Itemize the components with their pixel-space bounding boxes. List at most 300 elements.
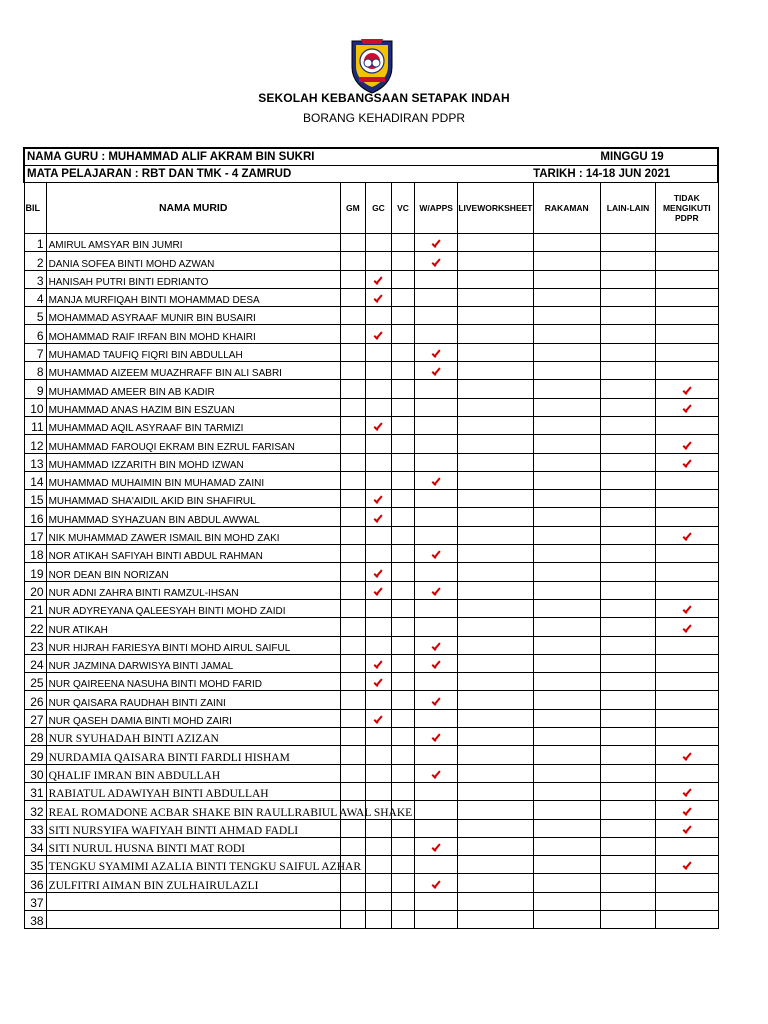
checkmark-icon [432,259,440,265]
cell-gm [340,910,365,928]
student-name: MUHAMMAD SYHAZUAN BIN ABDUL AWWAL [48,514,260,526]
row-number: 26 [24,691,46,709]
cell-liveworksheet [458,288,533,306]
cell-rakaman [533,837,600,855]
student-name-cell [46,526,340,544]
date-label: TARIKH : 14-18 JUN 2021 [533,166,718,183]
cell-vc [391,362,414,380]
row-number: 17 [24,526,46,544]
cell-wapps [415,343,458,361]
cell-gc [365,471,391,489]
row-number: 3 [24,270,46,288]
cell-lain [600,563,655,581]
cell-gc [365,599,391,617]
checkmark-icon [683,826,691,832]
row-number: 9 [24,380,46,398]
cell-tidak [656,288,718,306]
cell-gm [340,746,365,764]
cell-vc [391,270,414,288]
cell-gc [365,563,391,581]
cell-vc [391,471,414,489]
cell-tidak [656,636,718,654]
cell-liveworksheet [458,398,533,416]
cell-tidak [656,691,718,709]
cell-wapps [415,362,458,380]
cell-gc [365,910,391,928]
checkmark-icon [374,679,382,685]
cell-liveworksheet [458,234,533,252]
cell-liveworksheet [458,435,533,453]
student-name: HANISAH PUTRI BINTI EDRIANTO [48,276,209,288]
checkmark-icon [432,551,440,557]
cell-rakaman [533,526,600,544]
cell-vc [391,435,414,453]
cell-liveworksheet [458,892,533,910]
cell-liveworksheet [458,581,533,599]
student-name: MUHAMMAD AMEER BIN AB KADIR [48,386,215,398]
row-number: 4 [24,288,46,306]
checkmark-icon [374,295,382,301]
row-number: 21 [24,599,46,617]
student-name: MUHAMMAD AQIL ASYRAAF BIN TARMIZI [48,423,244,435]
col-vc: VC [391,183,414,234]
table-row [24,654,718,672]
checkmark-icon [374,570,382,576]
table-row [24,782,718,800]
cell-rakaman [533,581,600,599]
checkmark-icon [683,808,691,814]
cell-tidak [656,581,718,599]
cell-rakaman [533,490,600,508]
cell-lain [600,471,655,489]
cell-gm [340,270,365,288]
col-gm: GM [340,183,365,234]
cell-lain [600,801,655,819]
student-name-cell [46,270,340,288]
table-row [24,837,718,855]
cell-gc [365,288,391,306]
cell-vc [391,892,414,910]
cell-lain [600,782,655,800]
cell-lain [600,307,655,325]
student-name-cell [46,508,340,526]
table-row [24,801,718,819]
table-row [24,508,718,526]
checkmark-icon [432,368,440,374]
cell-lain [600,362,655,380]
cell-liveworksheet [458,819,533,837]
row-number: 19 [24,563,46,581]
cell-gm [340,325,365,343]
table-row [24,471,718,489]
cell-gm [340,563,365,581]
cell-liveworksheet [458,508,533,526]
table-row [24,380,718,398]
checkmark-icon [432,881,440,887]
student-name-cell [46,234,340,252]
cell-vc [391,728,414,746]
column-header-row [24,183,718,234]
cell-gc [365,728,391,746]
row-number: 30 [24,764,46,782]
cell-lain [600,874,655,892]
cell-gm [340,343,365,361]
cell-tidak [656,471,718,489]
checkmark-icon [374,496,382,502]
cell-vc [391,453,414,471]
table-row [24,343,718,361]
cell-wapps [415,398,458,416]
cell-rakaman [533,819,600,837]
student-name-cell [46,563,340,581]
cell-lain [600,618,655,636]
row-number: 13 [24,453,46,471]
student-name-cell [46,599,340,617]
col-rakaman: RAKAMAN [533,183,600,234]
col-bil: BIL [24,183,46,234]
row-number: 27 [24,709,46,727]
cell-gc [365,416,391,434]
cell-tidak [656,508,718,526]
cell-wapps [415,819,458,837]
cell-tidak [656,325,718,343]
school-crest-logo [349,37,395,95]
row-number: 38 [24,910,46,928]
cell-liveworksheet [458,837,533,855]
cell-liveworksheet [458,563,533,581]
cell-lain [600,288,655,306]
row-number: 6 [24,325,46,343]
cell-vc [391,307,414,325]
table-row [24,398,718,416]
col-wapps: W/APPS [415,183,458,234]
cell-wapps [415,526,458,544]
student-name: MUHAMMAD SHA'AIDIL AKID BIN SHAFIRUL [48,496,256,508]
table-row [24,545,718,563]
checkmark-icon [683,387,691,393]
cell-gc [365,490,391,508]
cell-liveworksheet [458,362,533,380]
checkmark-icon [432,844,440,850]
cell-liveworksheet [458,636,533,654]
checkmark-icon [432,240,440,246]
table-row [24,819,718,837]
student-name: DANIA SOFEA BINTI MOHD AZWAN [48,258,215,270]
checkmark-icon [683,606,691,612]
checkmark-icon [432,643,440,649]
table-row [24,453,718,471]
cell-tidak [656,343,718,361]
cell-gm [340,782,365,800]
student-name: NUR HIJRAH FARIESYA BINTI MOHD AIRUL SAIFUL [48,642,291,654]
cell-liveworksheet [458,691,533,709]
table-row [24,636,718,654]
cell-tidak [656,563,718,581]
row-number: 36 [24,874,46,892]
cell-tidak [656,234,718,252]
student-name-cell [46,490,340,508]
cell-tidak [656,764,718,782]
cell-lain [600,435,655,453]
cell-rakaman [533,398,600,416]
cell-wapps [415,856,458,874]
cell-gc [365,435,391,453]
student-name: MUHAMMAD FAROUQI EKRAM BIN EZRUL FARISAN [48,441,295,453]
cell-lain [600,691,655,709]
cell-lain [600,343,655,361]
cell-liveworksheet [458,618,533,636]
cell-lain [600,581,655,599]
cell-gc [365,545,391,563]
checkmark-icon [374,332,382,338]
cell-liveworksheet [458,782,533,800]
cell-wapps [415,746,458,764]
cell-lain [600,234,655,252]
cell-gm [340,691,365,709]
student-name: TENGKU SYAMIMI AZALIA BINTI TENGKU SAIFUL AZHAR [48,861,361,874]
cell-liveworksheet [458,545,533,563]
row-number: 1 [24,234,46,252]
cell-gc [365,892,391,910]
table-row [24,288,718,306]
cell-gc [365,782,391,800]
student-name-cell [46,764,340,782]
table-row [24,563,718,581]
cell-rakaman [533,654,600,672]
checkmark-icon [683,533,691,539]
cell-gm [340,234,365,252]
cell-wapps [415,563,458,581]
cell-liveworksheet [458,270,533,288]
cell-gm [340,764,365,782]
cell-lain [600,856,655,874]
student-name: NUR ADYREYANA QALEESYAH BINTI MOHD ZAIDI [48,606,286,618]
cell-wapps [415,252,458,270]
cell-gm [340,673,365,691]
cell-lain [600,526,655,544]
teacher-name: NAMA GURU : MUHAMMAD ALIF AKRAM BIN SUKRI [24,148,600,166]
cell-tidak [656,599,718,617]
table-row [24,874,718,892]
cell-liveworksheet [458,490,533,508]
cell-rakaman [533,874,600,892]
cell-gm [340,636,365,654]
cell-tidak [656,819,718,837]
checkmark-icon [374,588,382,594]
cell-vc [391,837,414,855]
cell-tidak [656,398,718,416]
student-name: AMIRUL AMSYAR BIN JUMRI [48,240,183,252]
cell-wapps [415,673,458,691]
cell-tidak [656,380,718,398]
cell-vc [391,874,414,892]
table-row [24,252,718,270]
cell-gc [365,453,391,471]
cell-lain [600,892,655,910]
cell-vc [391,581,414,599]
cell-wapps [415,599,458,617]
row-number: 18 [24,545,46,563]
cell-tidak [656,654,718,672]
cell-tidak [656,307,718,325]
cell-liveworksheet [458,526,533,544]
table-row [24,764,718,782]
checkmark-icon [374,423,382,429]
cell-gm [340,362,365,380]
table-row [24,234,718,252]
checkmark-icon [374,716,382,722]
student-name: MOHAMMAD RAIF IRFAN BIN MOHD KHAIRI [48,331,256,343]
cell-vc [391,764,414,782]
col-liveworksheet: LIVEWORKSHEET [458,183,533,234]
student-name-cell [46,837,340,855]
row-number: 11 [24,416,46,434]
row-number: 23 [24,636,46,654]
cell-liveworksheet [458,416,533,434]
row-number: 7 [24,343,46,361]
cell-rakaman [533,892,600,910]
cell-lain [600,599,655,617]
cell-liveworksheet [458,453,533,471]
cell-wapps [415,416,458,434]
checkmark-icon [374,515,382,521]
row-number: 16 [24,508,46,526]
cell-rakaman [533,636,600,654]
cell-rakaman [533,599,600,617]
cell-gc [365,837,391,855]
cell-vc [391,691,414,709]
cell-wapps [415,782,458,800]
checkmark-icon [432,698,440,704]
cell-vc [391,819,414,837]
cell-gm [340,874,365,892]
student-name: NURDAMIA QAISARA BINTI FARDLI HISHAM [48,751,290,764]
cell-wapps [415,764,458,782]
cell-gm [340,490,365,508]
student-name-cell [46,416,340,434]
week-label: MINGGU 19 [600,148,718,166]
cell-lain [600,270,655,288]
cell-vc [391,508,414,526]
student-name-cell [46,362,340,380]
table-row [24,270,718,288]
col-lain-lain: LAIN-LAIN [600,183,655,234]
student-name-cell [46,307,340,325]
cell-gc [365,856,391,874]
cell-wapps [415,654,458,672]
cell-gc [365,398,391,416]
cell-gc [365,343,391,361]
cell-lain [600,910,655,928]
teacher-row [24,148,718,166]
cell-lain [600,325,655,343]
cell-rakaman [533,416,600,434]
checkmark-icon [683,442,691,448]
cell-rakaman [533,435,600,453]
table-row [24,307,718,325]
student-name-cell [46,801,413,819]
cell-lain [600,490,655,508]
row-number: 34 [24,837,46,855]
cell-rakaman [533,453,600,471]
cell-rakaman [533,764,600,782]
cell-gc [365,234,391,252]
cell-gc [365,764,391,782]
student-name-cell [46,892,340,910]
cell-lain [600,654,655,672]
cell-rakaman [533,709,600,727]
row-number: 15 [24,490,46,508]
cell-lain [600,819,655,837]
student-name: NUR QAIREENA NASUHA BINTI MOHD FARID [48,679,262,691]
cell-gc [365,252,391,270]
cell-tidak [656,709,718,727]
cell-vc [391,636,414,654]
cell-vc [391,746,414,764]
table-row [24,362,718,380]
student-name-cell [46,545,340,563]
cell-wapps [415,471,458,489]
row-number: 29 [24,746,46,764]
student-name: NUR QASEH DAMIA BINTI MOHD ZAIRI [48,716,232,728]
cell-vc [391,234,414,252]
checkmark-icon [432,661,440,667]
cell-vc [391,599,414,617]
cell-gm [340,599,365,617]
cell-gm [340,581,365,599]
cell-rakaman [533,728,600,746]
table-row [24,599,718,617]
student-name: NUR ADNI ZAHRA BINTI RAMZUL-IHSAN [48,587,239,599]
row-number: 31 [24,782,46,800]
cell-wapps [415,234,458,252]
student-name-cell [46,910,340,928]
cell-vc [391,288,414,306]
cell-tidak [656,874,718,892]
cell-tidak [656,801,718,819]
student-name: NUR ATIKAH [48,624,108,636]
cell-wapps [415,636,458,654]
student-name: MANJA MURFIQAH BINTI MOHAMMAD DESA [48,295,260,307]
cell-rakaman [533,234,600,252]
cell-liveworksheet [458,252,533,270]
table-row [24,691,718,709]
table-row [24,746,718,764]
row-number: 24 [24,654,46,672]
cell-vc [391,526,414,544]
cell-rakaman [533,362,600,380]
row-number: 5 [24,307,46,325]
cell-gc [365,508,391,526]
student-name-cell [46,728,340,746]
cell-lain [600,636,655,654]
cell-tidak [656,490,718,508]
student-name-cell [46,691,340,709]
cell-liveworksheet [458,380,533,398]
cell-gc [365,581,391,599]
cell-rakaman [533,782,600,800]
cell-liveworksheet [458,874,533,892]
cell-rakaman [533,691,600,709]
cell-vc [391,910,414,928]
student-name: NOR DEAN BIN NORIZAN [48,569,169,581]
col-name: NAMA MURID [46,183,340,234]
cell-rakaman [533,270,600,288]
row-number: 12 [24,435,46,453]
cell-lain [600,709,655,727]
cell-gc [365,874,391,892]
cell-liveworksheet [458,471,533,489]
